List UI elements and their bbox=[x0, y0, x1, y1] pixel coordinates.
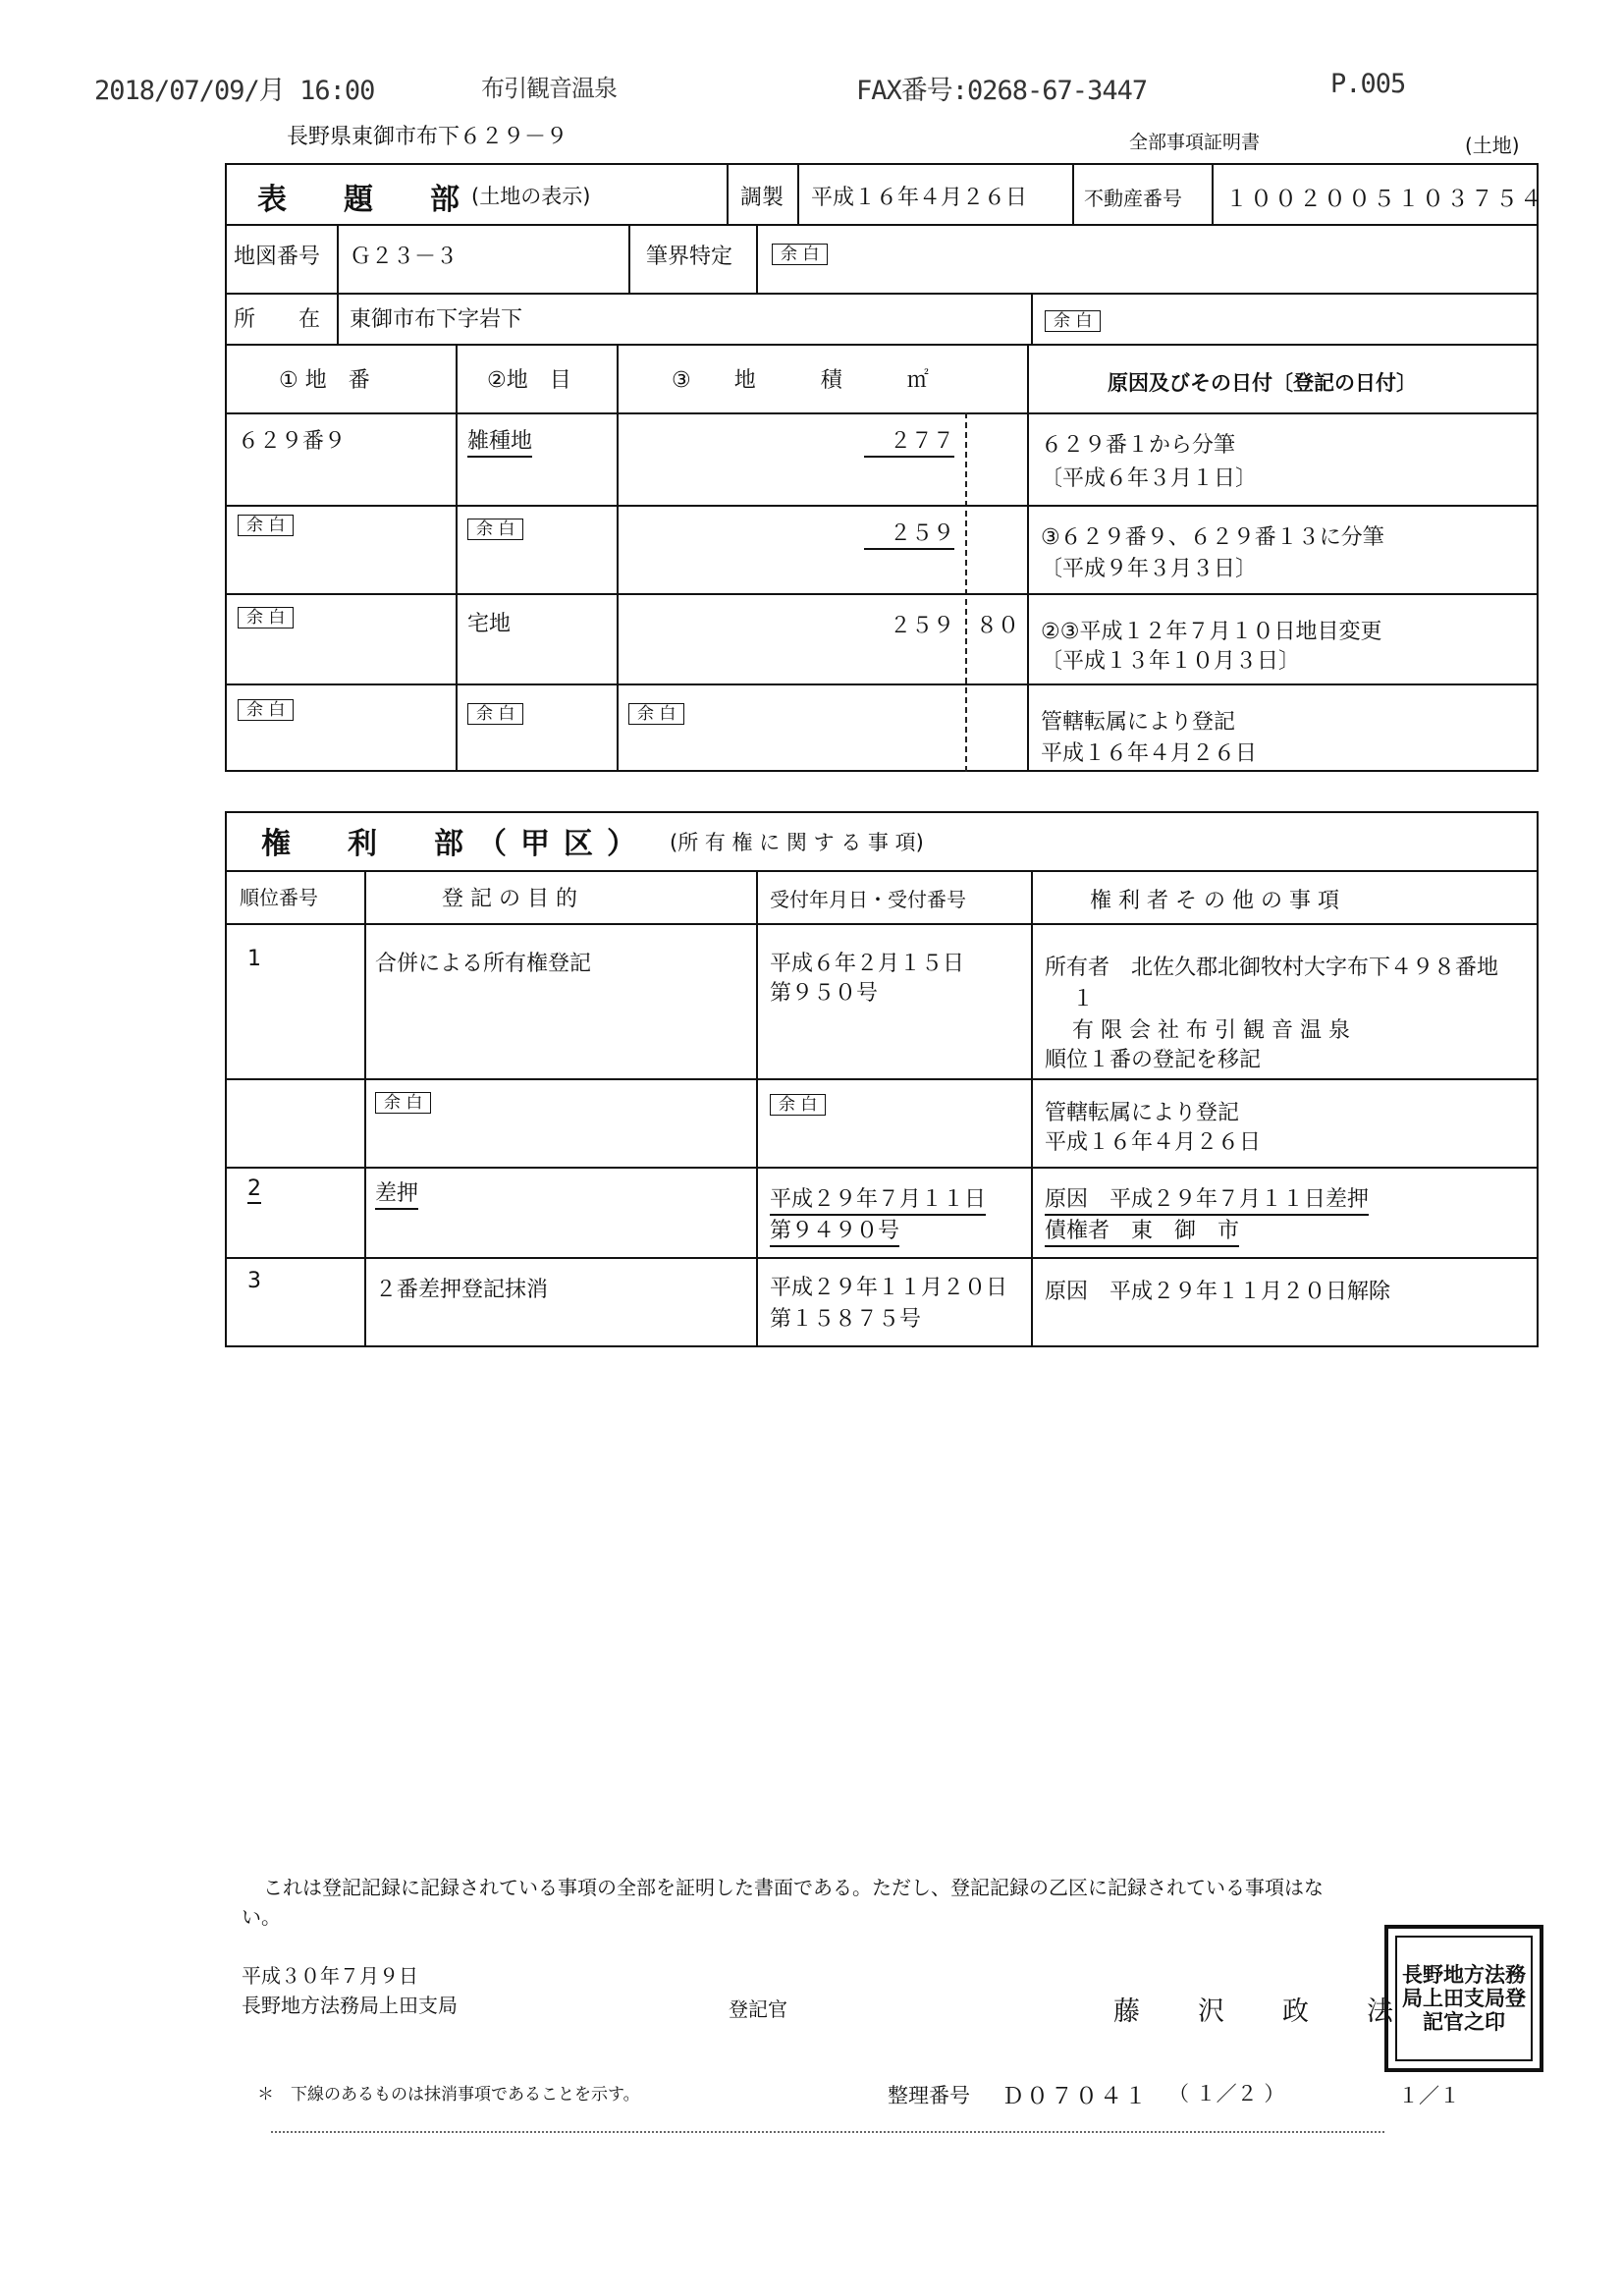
rights-row4-rank: 3 bbox=[247, 1269, 261, 1293]
rights-row1-holder1: 所有者 北佐久郡北御牧村大字布下４９８番地 bbox=[1045, 956, 1499, 980]
rights-row1-receipt1: 平成６年２月１５日 bbox=[770, 952, 965, 976]
row1-category: 雑種地 bbox=[467, 424, 532, 458]
rights-row3-rank: 2 bbox=[247, 1176, 261, 1204]
rights-row1-holder4: 順位１番の登記を移記 bbox=[1045, 1048, 1262, 1072]
row2-cause2: 〔平成９年３月３日〕 bbox=[1041, 557, 1258, 581]
col-lot: ① 地 番 bbox=[279, 368, 370, 393]
rights-row3-holder1: 原因 平成２９年７月１１日差押 bbox=[1045, 1182, 1369, 1216]
location-value: 東御市布下字岩下 bbox=[350, 307, 523, 332]
real-estate-no-value: １００２００５１０３７５４ bbox=[1225, 187, 1544, 212]
col-category: ②地 目 bbox=[487, 368, 571, 393]
row4-cause1: 管轄転属により登記 bbox=[1041, 710, 1236, 735]
registrar-label: 登記官 bbox=[729, 1997, 787, 2021]
rights-row3-holder2: 債権者 東 御 市 bbox=[1045, 1214, 1239, 1247]
title-section-label: 表 題 部 bbox=[257, 183, 473, 217]
certification-text-line1: これは登記記録に記録されている事項の全部を証明した書面である。ただし、登記記録の乙区に記録されている事項はな bbox=[263, 1876, 1324, 1899]
location-label: 所 在 bbox=[234, 307, 321, 332]
row2-area: ２５９ bbox=[864, 517, 954, 550]
location-blank: 余 白 bbox=[1045, 310, 1101, 332]
map-no-label: 地図番号 bbox=[234, 245, 321, 269]
row1-cause1: ６２９番１から分筆 bbox=[1041, 433, 1236, 458]
registrar-name: 藤 沢 政 法 bbox=[1113, 1996, 1409, 2027]
doc-type: (土地) bbox=[1465, 134, 1520, 157]
rights-row3-purpose: 差押 bbox=[375, 1176, 418, 1210]
rights-row3-receipt1: 平成２９年７月１１日 bbox=[770, 1182, 986, 1216]
doc-title: 全部事項証明書 bbox=[1129, 132, 1261, 153]
fax-datetime: 2018/07/09/月 16:00 bbox=[94, 76, 375, 106]
footer-note: ＊ 下線のあるものは抹消事項であることを示す。 bbox=[257, 2085, 640, 2105]
rights-row2-holder1: 管轄転属により登記 bbox=[1045, 1101, 1240, 1125]
col-holder: 権 利 者 そ の 他 の 事 項 bbox=[1090, 889, 1339, 913]
boundary-label: 筆界特定 bbox=[646, 245, 733, 269]
row1-lot: ６２９番９ bbox=[238, 429, 347, 454]
row4-cause2: 平成１６年４月２６日 bbox=[1041, 741, 1258, 766]
footer-page: １／１ bbox=[1398, 2084, 1460, 2107]
fax-sender: 布引観音温泉 bbox=[481, 75, 617, 102]
rights-row1-receipt2: 第９５０号 bbox=[770, 981, 879, 1006]
certification-text-line2: い。 bbox=[242, 1905, 281, 1929]
boundary-blank: 余 白 bbox=[772, 244, 828, 265]
row3-cause2: 〔平成１３年１０月３日〕 bbox=[1041, 649, 1301, 674]
rights-row2-purpose: 余 白 bbox=[375, 1092, 431, 1114]
prepared-value: 平成１６年４月２６日 bbox=[811, 186, 1028, 210]
rights-row3-receipt2: 第９４９０号 bbox=[770, 1214, 899, 1247]
rights-row4-receipt1: 平成２９年１１月２０日 bbox=[770, 1276, 1008, 1300]
rights-section-sublabel: (所 有 権 に 関 す る 事 項) bbox=[670, 831, 924, 854]
row3-cause1: ②③平成１２年７月１０日地目変更 bbox=[1041, 620, 1382, 644]
row3-area-dec: ８０ bbox=[976, 614, 1020, 638]
certification-office: 長野地方法務局上田支局 bbox=[242, 1994, 458, 2017]
rights-row2-receipt: 余 白 bbox=[770, 1094, 826, 1116]
rights-row1-purpose: 合併による所有権登記 bbox=[375, 952, 592, 976]
real-estate-no-label: 不動産番号 bbox=[1084, 187, 1182, 210]
ref-sub: （ １／２ ） bbox=[1168, 2082, 1285, 2105]
fax-number: FAX番号:0268-67-3447 bbox=[856, 76, 1148, 106]
prepared-label: 調製 bbox=[740, 186, 784, 210]
ref-label: 整理番号 bbox=[888, 2084, 970, 2107]
row1-area: ２７７ bbox=[864, 424, 954, 458]
rights-row4-holder1: 原因 平成２９年１１月２０日解除 bbox=[1045, 1280, 1391, 1304]
official-seal bbox=[1384, 1925, 1543, 2072]
rights-row1-rank: 1 bbox=[247, 947, 261, 971]
row1-cause2: 〔平成６年３月１日〕 bbox=[1041, 466, 1258, 491]
map-no-value: Ｇ２３－３ bbox=[350, 245, 459, 269]
rights-row4-receipt2: 第１５８７５号 bbox=[770, 1307, 922, 1332]
doc-address: 長野県東御市布下６２９－９ bbox=[287, 125, 568, 149]
rights-row4-purpose: ２番差押登記抹消 bbox=[375, 1278, 549, 1302]
rights-row1-holder2: １ bbox=[1072, 987, 1095, 1011]
row4-lot: 余 白 bbox=[238, 699, 294, 721]
row2-lot: 余 白 bbox=[238, 515, 294, 536]
row3-lot: 余 白 bbox=[238, 607, 294, 629]
row4-category: 余 白 bbox=[467, 703, 523, 725]
col-receipt: 受付年月日・受付番号 bbox=[770, 888, 966, 911]
rights-section-label: 権 利 部（甲区） bbox=[261, 827, 650, 861]
footer-rule bbox=[271, 2131, 1384, 2133]
ref-value: Ｄ０７０４１ bbox=[1001, 2084, 1149, 2109]
certification-date: 平成３０年７月９日 bbox=[242, 1964, 418, 1988]
row3-category: 宅地 bbox=[467, 612, 512, 636]
fax-page: P.005 bbox=[1330, 69, 1406, 99]
col-purpose: 登 記 の 目 的 bbox=[442, 887, 577, 911]
rights-row1-holder3: 有 限 会 社 布 引 観 音 温 泉 bbox=[1072, 1018, 1350, 1043]
title-section-sublabel: (土地の表示) bbox=[471, 185, 591, 208]
official-seal-text: 長野地方法務局上田支局登記官之印 bbox=[1395, 1936, 1533, 2061]
col-rank: 順位番号 bbox=[240, 886, 318, 909]
row2-category: 余 白 bbox=[467, 519, 523, 540]
row2-cause1: ③６２９番９、６２９番１３に分筆 bbox=[1041, 525, 1384, 550]
col-cause: 原因及びその日付〔登記の日付〕 bbox=[1108, 371, 1417, 395]
row3-area-int: ２５９ bbox=[889, 614, 954, 638]
col-area: ③ 地 積 ㎡ bbox=[672, 368, 929, 393]
row4-area: 余 白 bbox=[628, 703, 684, 725]
rights-row2-holder2: 平成１６年４月２６日 bbox=[1045, 1130, 1262, 1155]
